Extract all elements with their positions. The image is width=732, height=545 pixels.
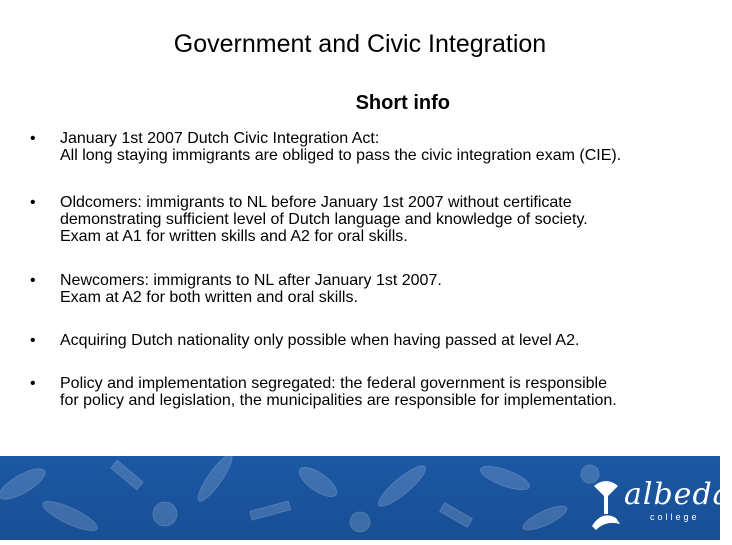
logo-emblem-icon [588,474,628,530]
bullet-line: Exam at A2 for both written and oral skills. [60,289,358,306]
bullet-dot: • [30,194,36,211]
bullet-dot: • [30,130,36,147]
bullet-line: Exam at A1 for written skills and A2 for oral skills. [60,228,408,245]
bullet-text [60,332,700,349]
logo-wordmark: albeda [624,477,732,512]
bullet-dot: • [30,332,36,349]
bullet-line: All long staying immigrants are obliged to pass the civic integration exam (CIE). [60,147,622,164]
bullet-text [60,194,700,245]
bullet-line: for policy and legislation, the municipalities are responsible for implementation. [60,392,617,409]
bullet-dot: • [30,375,36,392]
bullet-text [60,375,700,409]
bullet-line: January 1st 2007 Dutch Civic Integration Act: [60,130,380,147]
bullet-text [60,272,700,306]
slide-title: Government and Civic Integration [173,30,547,58]
logo-subtext: college [650,512,700,522]
bullet-line: Newcomers: immigrants to NL after January 1st 2007. [60,272,442,289]
bullet-dot: • [30,272,36,289]
bullet-line: Oldcomers: immigrants to NL before January 1st 2007 without certificate [60,194,572,211]
bullet-text [60,130,700,164]
bullet-line: demonstrating sufficient level of Dutch language and knowledge of society. [60,211,588,228]
bullet-line: Policy and implementation segregated: the federal government is responsible [60,375,607,392]
bullet-line: Acquiring Dutch nationality only possible when having passed at level A2. [60,332,580,349]
slide-subtitle: Short info [355,92,450,114]
albeda-college-logo [588,472,732,532]
